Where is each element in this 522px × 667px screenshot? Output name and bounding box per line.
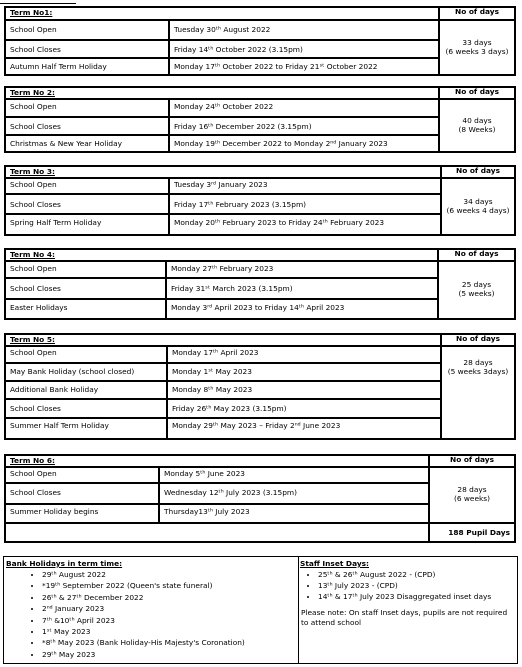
staff-inset-list — [298, 569, 517, 602]
row-label: School Closes — [5, 117, 169, 135]
days-count-cell — [441, 178, 515, 235]
row-value: Monday 5ᵗʰ June 2023 — [159, 467, 429, 483]
list-item: • 26ᵗʰ & 27ᵗʰ December 2022 — [42, 592, 298, 603]
row-label: School Closes — [5, 194, 169, 214]
bank-holidays-title: Bank Holidays in term time: — [6, 559, 123, 568]
row-label: Additional Bank Holiday — [5, 381, 167, 399]
row-label: Summer Half Term Holiday — [5, 418, 167, 439]
row-label: School Closes — [5, 399, 167, 418]
row-label: School Open — [5, 99, 169, 117]
term-title: Term No 4: — [5, 249, 438, 261]
days-count: 28 days — [457, 485, 487, 495]
row-value: Monday 24ᵗʰ October 2022 — [169, 99, 439, 117]
row-label: School Open — [5, 261, 166, 278]
row-value: Monday 27ᵗʰ February 2023 — [166, 261, 438, 278]
term-title: Term No 2: — [5, 87, 439, 99]
staff-inset-title: Staff Inset Days: — [300, 559, 369, 568]
term-title: Term No 6: — [5, 455, 429, 467]
weeks-count: (6 weeks 4 days) — [446, 205, 510, 215]
row-value: Friday 26ᵗʰ May 2023 (3.15pm) — [167, 399, 441, 418]
days-count-cell — [441, 346, 515, 439]
row-label: May Bank Holiday (school closed) — [5, 363, 167, 381]
days-header: No of days — [439, 7, 515, 20]
term-6-table — [4, 454, 516, 543]
row-label: School Closes — [5, 278, 166, 299]
term-4-table — [4, 248, 516, 320]
weeks-count: (5 weeks) — [458, 289, 495, 298]
days-count-cell — [438, 261, 515, 319]
days-header: No of days — [429, 455, 515, 467]
row-value: Friday 17ᵗʰ February 2023 (3.15pm) — [169, 194, 441, 214]
term-1-table — [4, 6, 516, 76]
staff-inset-section — [298, 557, 517, 663]
list-item: • 29ᵗʰ May 2023 — [42, 649, 298, 660]
list-item: • *8ᵗʰ May 2023 (Bank Holiday-His Majesty's Coronation) — [42, 637, 298, 648]
days-count: 34 days — [463, 196, 493, 206]
row-label: School Open — [5, 20, 169, 40]
list-item: • 2ⁿᵈ January 2023 — [42, 603, 298, 614]
row-label: School Closes — [5, 483, 159, 504]
bank-holidays-list — [4, 569, 298, 660]
days-count: 33 days — [462, 37, 492, 47]
row-value: Monday 17ᵗʰ October 2022 to Friday 21ˢᵗ October 2022 — [169, 58, 439, 75]
row-value: Monday 17ᵗʰ April 2023 — [167, 346, 441, 363]
weeks-count: (8 Weeks) — [458, 124, 496, 134]
list-item: • 7ᵗʰ &10ᵗʰ April 2023 — [42, 615, 298, 626]
days-count: 25 days — [461, 280, 492, 290]
row-label: Christmas & New Year Holiday — [5, 135, 169, 152]
row-label: Autumn Half Term Holiday — [5, 58, 169, 75]
top-border-fragment — [0, 0, 76, 4]
holidays-footer — [3, 556, 518, 664]
row-label: Easter Holidays — [5, 299, 166, 319]
term-title: Term No1: — [5, 7, 439, 20]
term-title: Term No 3: — [5, 166, 441, 178]
days-count-cell — [429, 467, 515, 523]
days-header: No of days — [438, 249, 515, 261]
row-value: Friday 16ᵗʰ December 2022 (3.15pm) — [169, 117, 439, 135]
row-value: Tuesday 3ʳᵈ January 2023 — [169, 178, 441, 194]
row-label: School Closes — [5, 40, 169, 58]
row-value: Thursday13ᵗʰ July 2023 — [159, 504, 429, 523]
list-item: • 29ᵗʰ August 2022 — [42, 569, 298, 580]
row-label: School Open — [5, 346, 167, 363]
row-value: Tuesday 30ᵗʰ August 2022 — [169, 20, 439, 40]
list-item: • 13ᵗʰ July 2023 - (CPD) — [318, 580, 517, 591]
days-header: No of days — [441, 334, 515, 346]
row-value: Friday 31ˢᵗ March 2023 (3.15pm) — [166, 278, 438, 299]
row-label: Summer Holiday begins — [5, 504, 159, 523]
days-count: 40 days — [462, 115, 492, 125]
row-value: Monday 3ʳᵈ April 2023 to Friday 14ᵗʰ April 2023 — [166, 299, 438, 319]
row-value: Monday 1ˢᵗ May 2023 — [167, 363, 441, 381]
staff-inset-note: Please note: On staff Inset days, pupils are not required to attend school — [301, 608, 508, 627]
row-value: Monday 20ᵗʰ February 2023 to Friday 24ᵗʰ February 2023 — [169, 214, 441, 235]
weeks-count: (6 weeks) — [453, 494, 491, 503]
row-value: Monday 8ᵗʰ May 2023 — [167, 381, 441, 399]
term-3-table — [4, 165, 516, 236]
total-pupil-days: 188 Pupil Days — [429, 523, 515, 542]
blank-row — [5, 523, 429, 542]
days-count: 28 days — [463, 358, 493, 367]
weeks-count: (5 weeks 3days) — [447, 366, 509, 376]
row-value: Friday 14ᵗʰ October 2022 (3.15pm) — [169, 40, 439, 58]
days-header: No of days — [439, 87, 515, 99]
term-2-table — [4, 86, 516, 153]
list-item: • *19ᵗʰ September 2022 (Queen's state funeral) — [42, 580, 298, 591]
row-label: School Open — [5, 178, 169, 194]
term-5-table — [4, 333, 516, 440]
bank-holidays-section — [4, 557, 299, 663]
days-header: No of days — [441, 166, 515, 178]
list-item: • 25ᵗʰ & 26ᵗʰ August 2022 - (CPD) — [318, 569, 517, 580]
weeks-count: (6 weeks 3 days) — [445, 46, 509, 56]
term-title: Term No 5: — [5, 334, 441, 346]
days-count-cell — [439, 20, 515, 75]
row-value: Monday 29ᵗʰ May 2023 – Friday 2ⁿᵈ June 2023 — [167, 418, 441, 439]
row-value: Wednesday 12ᵗʰ July 2023 (3.15pm) — [159, 483, 429, 504]
row-label: Spring Half Term Holiday — [5, 214, 169, 235]
row-label: School Open — [5, 467, 159, 483]
days-count-cell — [439, 99, 515, 152]
list-item: • 1ˢᵗ May 2023 — [42, 626, 298, 637]
list-item: • 14ᵗʰ & 17ᵗʰ July 2023 Disaggregated inset days — [318, 591, 517, 602]
row-value: Monday 19ᵗʰ December 2022 to Monday 2ⁿᵈ January 2023 — [169, 135, 439, 152]
